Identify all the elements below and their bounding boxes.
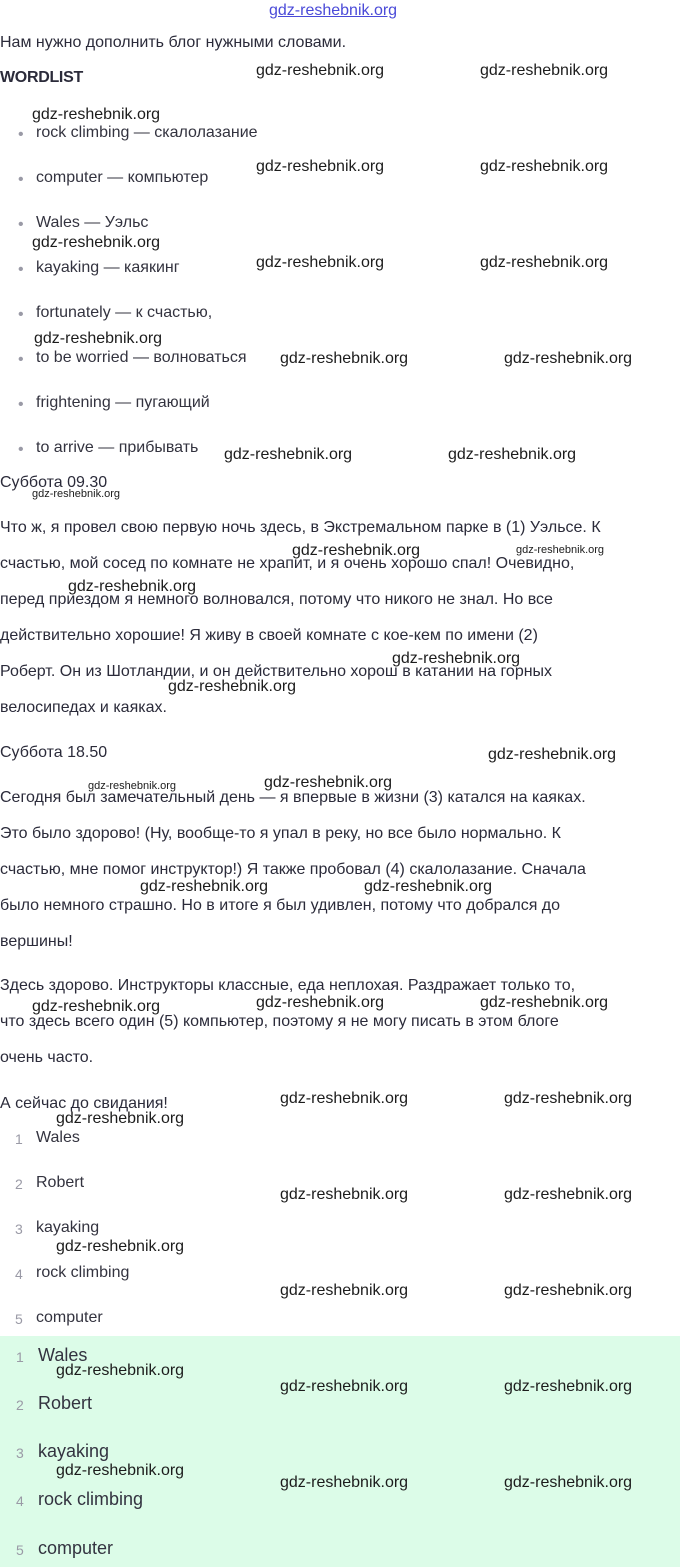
watermark: gdz-reshebnik.org bbox=[32, 998, 161, 1015]
final-answer-word: Wales bbox=[38, 1345, 88, 1365]
watermark: gdz-reshebnik.org bbox=[364, 878, 493, 895]
paragraph-line: счастью, мой сосед по комнате не храпит, и я очень хорошо спал! Очевидно, bbox=[0, 555, 575, 572]
bullet-icon: • bbox=[18, 171, 24, 188]
watermark: gdz-reshebnik.org bbox=[280, 1378, 409, 1395]
watermark: gdz-reshebnik.org bbox=[32, 106, 161, 123]
paragraph-line: вершины! bbox=[0, 933, 73, 950]
watermark: gdz-reshebnik.org bbox=[488, 746, 617, 763]
watermark: gdz-reshebnik.org bbox=[292, 542, 421, 559]
intro-text: Нам нужно дополнить блог нужными словами. bbox=[0, 34, 347, 51]
blog-paragraph bbox=[0, 968, 680, 1076]
final-answer-word: rock climbing bbox=[38, 1489, 144, 1509]
paragraph-line: очень часто. bbox=[0, 1049, 94, 1066]
wordlist-item: Wales — Уэльс bbox=[36, 214, 149, 231]
entry-time: Суббота 18.50 bbox=[0, 744, 108, 761]
site-link[interactable]: gdz-reshebnik.org bbox=[269, 2, 398, 19]
paragraph-line: Здесь здорово. Инструкторы классные, еда неплохая. Раздражает только то, bbox=[0, 977, 576, 994]
paragraph-line: Это было здорово! (Ну, вообще-то я упал в реку, но все было нормально. К bbox=[0, 825, 561, 842]
watermark: gdz-reshebnik.org bbox=[280, 1090, 409, 1107]
answer-word: Robert bbox=[36, 1174, 85, 1191]
watermark: gdz-reshebnik.org bbox=[480, 62, 609, 79]
watermark: gdz-reshebnik.org bbox=[280, 1474, 409, 1491]
answer-number: 4 bbox=[15, 1266, 23, 1282]
paragraph-line: велосипедах и каяках. bbox=[0, 699, 167, 716]
wordlist-item: to be worried — волноваться bbox=[36, 349, 247, 366]
watermark: gdz-reshebnik.org bbox=[504, 1378, 633, 1395]
watermark: gdz-reshebnik.org bbox=[264, 774, 393, 791]
paragraph-line: что здесь всего один (5) компьютер, поэтому я не могу писать в этом блоге bbox=[0, 1013, 559, 1030]
wordlist-item: frightening — пугающий bbox=[36, 394, 210, 411]
watermark: gdz-reshebnik.org bbox=[88, 780, 177, 792]
watermark: gdz-reshebnik.org bbox=[480, 994, 609, 1011]
answer-word: computer bbox=[36, 1309, 103, 1326]
answer-number: 1 bbox=[15, 1131, 23, 1147]
answer-word: Wales bbox=[36, 1129, 80, 1146]
blog-paragraph bbox=[0, 780, 680, 960]
bullet-icon: • bbox=[18, 396, 24, 413]
watermark: gdz-reshebnik.org bbox=[32, 488, 121, 500]
watermark: gdz-reshebnik.org bbox=[256, 158, 385, 175]
answer-number: 5 bbox=[15, 1311, 23, 1327]
wordlist-item: kayaking — каякинг bbox=[36, 259, 180, 276]
final-answer-number: 4 bbox=[16, 1493, 24, 1509]
answer-word: kayaking bbox=[36, 1219, 100, 1236]
bullet-icon: • bbox=[18, 351, 24, 368]
paragraph-line: действительно хорошие! Я живу в своей комнате с кое-кем по имени (2) bbox=[0, 627, 538, 644]
answer-number: 2 bbox=[15, 1176, 23, 1192]
watermark: gdz-reshebnik.org bbox=[56, 1462, 185, 1479]
final-answer-word: kayaking bbox=[38, 1441, 110, 1461]
bullet-icon: • bbox=[18, 126, 24, 143]
watermark: gdz-reshebnik.org bbox=[280, 1282, 409, 1299]
watermark: gdz-reshebnik.org bbox=[280, 350, 409, 367]
entry-time: Суббота 09.30 bbox=[0, 474, 108, 491]
paragraph-line: Сегодня был замечательный день — я впервые в жизни (3) катался на каяках. bbox=[0, 789, 586, 806]
watermark: gdz-reshebnik.org bbox=[504, 1474, 633, 1491]
watermark: gdz-reshebnik.org bbox=[256, 994, 385, 1011]
paragraph-line: перед приездом я немного волновался, потому что никого не знал. Но все bbox=[0, 591, 553, 608]
watermark: gdz-reshebnik.org bbox=[56, 1362, 185, 1379]
paragraph-line: Роберт. Он из Шотландии, и он действительно хорош в катании на горных bbox=[0, 663, 553, 680]
bullet-icon: • bbox=[18, 261, 24, 278]
bullet-icon: • bbox=[18, 306, 24, 323]
goodbye-text: А сейчас до свидания! bbox=[0, 1095, 168, 1112]
watermark: gdz-reshebnik.org bbox=[480, 254, 609, 271]
watermark: gdz-reshebnik.org bbox=[140, 878, 269, 895]
watermark: gdz-reshebnik.org bbox=[448, 446, 577, 463]
watermark: gdz-reshebnik.org bbox=[34, 330, 163, 347]
watermark: gdz-reshebnik.org bbox=[56, 1238, 185, 1255]
wordlist-item: computer — компьютер bbox=[36, 169, 209, 186]
bullet-icon: • bbox=[18, 441, 24, 458]
final-answer-number: 1 bbox=[16, 1349, 24, 1365]
watermark: gdz-reshebnik.org bbox=[68, 578, 197, 595]
watermark: gdz-reshebnik.org bbox=[256, 254, 385, 271]
final-answer-number: 5 bbox=[16, 1542, 24, 1558]
wordlist-item: rock climbing — скалолазание bbox=[36, 124, 258, 141]
final-answer-number: 2 bbox=[16, 1397, 24, 1413]
watermark: gdz-reshebnik.org bbox=[480, 158, 609, 175]
final-answer-number: 3 bbox=[16, 1445, 24, 1461]
watermark: gdz-reshebnik.org bbox=[504, 350, 633, 367]
watermark: gdz-reshebnik.org bbox=[504, 1090, 633, 1107]
paragraph-line: было немного страшно. Но в итоге я был удивлен, потому что добрался до bbox=[0, 897, 561, 914]
watermark: gdz-reshebnik.org bbox=[56, 1110, 185, 1127]
answer-word: rock climbing bbox=[36, 1264, 130, 1281]
answer-number: 3 bbox=[15, 1221, 23, 1237]
watermark: gdz-reshebnik.org bbox=[256, 62, 385, 79]
watermark: gdz-reshebnik.org bbox=[168, 678, 297, 695]
watermark: gdz-reshebnik.org bbox=[224, 446, 353, 463]
paragraph-line: Что ж, я провел свою первую ночь здесь, в Экстремальном парке в (1) Уэльсе. К bbox=[0, 519, 601, 536]
watermark: gdz-reshebnik.org bbox=[504, 1186, 633, 1203]
wordlist-item: to arrive — прибывать bbox=[36, 439, 199, 456]
watermark: gdz-reshebnik.org bbox=[504, 1282, 633, 1299]
watermark: gdz-reshebnik.org bbox=[32, 234, 161, 251]
watermark: gdz-reshebnik.org bbox=[280, 1186, 409, 1203]
wordlist-item: fortunately — к счастью, bbox=[36, 304, 213, 321]
wordlist-heading: WORDLIST bbox=[0, 69, 83, 86]
watermark: gdz-reshebnik.org bbox=[392, 650, 521, 667]
paragraph-line: счастью, мне помог инструктор!) Я также пробовал (4) скалолазание. Сначала bbox=[0, 861, 586, 878]
final-answer-word: Robert bbox=[38, 1393, 93, 1413]
final-answer-word: computer bbox=[38, 1538, 114, 1558]
bullet-icon: • bbox=[18, 216, 24, 233]
watermark: gdz-reshebnik.org bbox=[516, 544, 605, 556]
